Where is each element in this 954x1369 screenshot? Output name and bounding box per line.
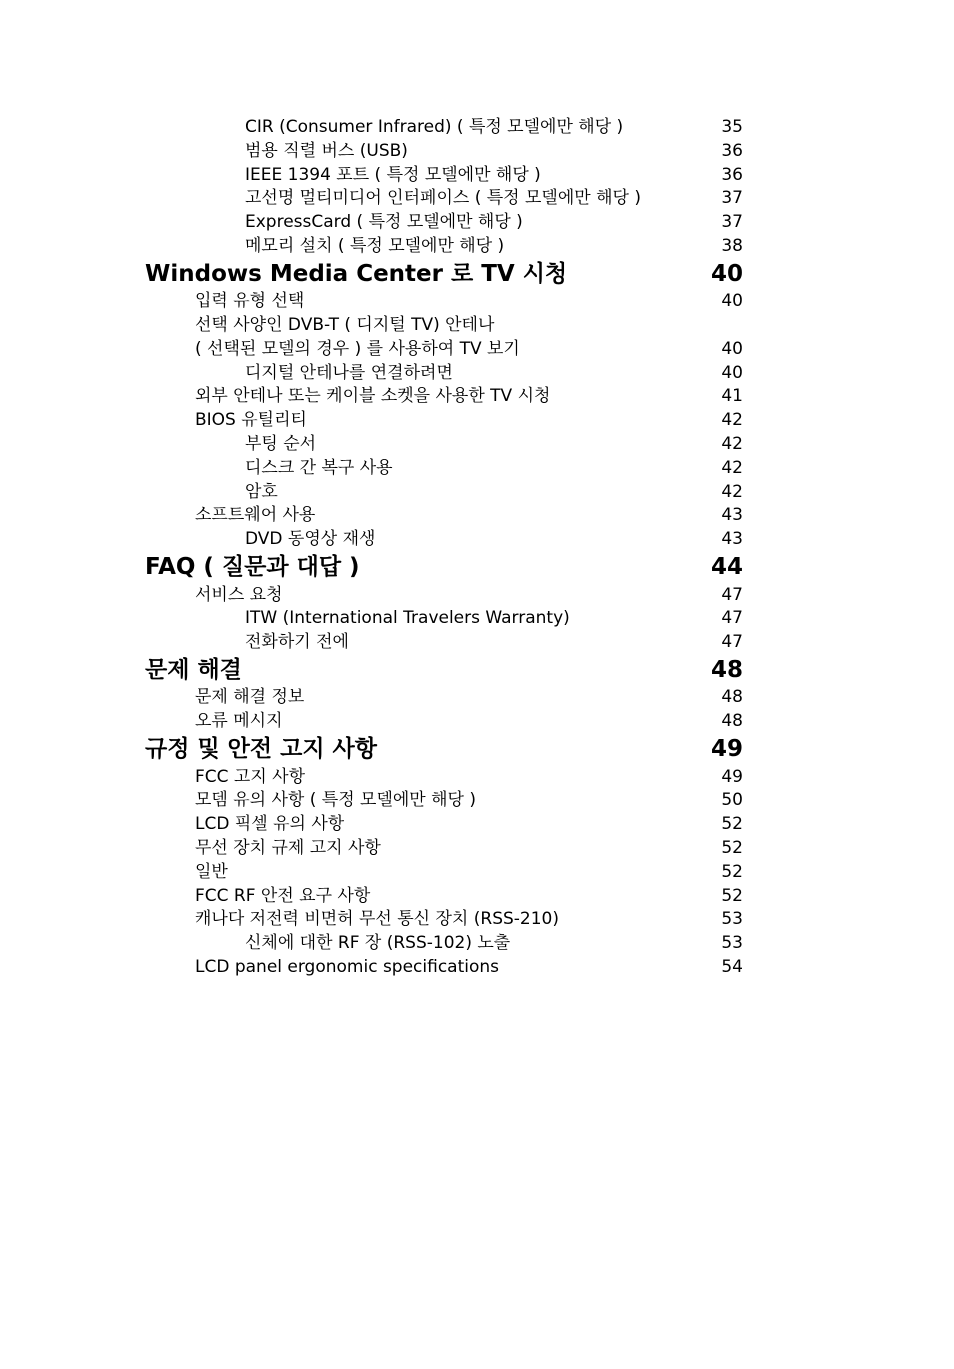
toc-entry-title: IEEE 1394 포트 ( 특정 모델에만 해당 ) <box>245 164 541 185</box>
toc-entry-title: 부팅 순서 <box>245 434 317 455</box>
toc-section-entry[interactable] <box>0 813 954 837</box>
toc-section-entry[interactable] <box>0 908 954 932</box>
toc-entry-page-number: 47 <box>721 632 743 653</box>
toc-entry-page-number: 52 <box>721 885 743 906</box>
toc-section-entry[interactable] <box>0 385 954 409</box>
toc-chapter-entry[interactable] <box>0 259 954 291</box>
toc-subsection-entry[interactable] <box>0 528 954 552</box>
toc-entry-page-number: 40 <box>721 338 743 359</box>
toc-chapter-entry[interactable] <box>0 734 954 766</box>
toc-subsection-entry[interactable] <box>0 362 954 386</box>
toc-entry-title: 메모리 설치 ( 특정 모델에만 해당 ) <box>245 235 505 256</box>
toc-entry-title: 고선명 멀티미디어 인터페이스 ( 특정 모델에만 해당 ) <box>245 188 641 209</box>
toc-section-entry[interactable] <box>0 885 954 909</box>
toc-section-entry[interactable] <box>0 290 954 314</box>
toc-section-entry[interactable] <box>0 837 954 861</box>
toc-entry-title: 캐나다 저전력 비면허 무선 통신 장치 (RSS-210) <box>195 909 559 930</box>
toc-entry-page-number: 53 <box>721 933 743 954</box>
toc-subsection-entry[interactable] <box>0 140 954 164</box>
toc-entry-title: 범용 직렬 버스 (USB) <box>245 140 408 161</box>
toc-entry-title: 디지털 안테나를 연결하려면 <box>245 362 453 383</box>
toc-entry-title: FCC RF 안전 요구 사항 <box>195 885 371 906</box>
toc-entry-title: FCC 고지 사항 <box>195 766 306 787</box>
toc-entry-page-number: 42 <box>721 481 743 502</box>
table-of-contents <box>0 116 954 980</box>
toc-entry-page-number: 48 <box>710 656 743 683</box>
toc-entry-page-number: 48 <box>721 711 743 732</box>
toc-entry-page-number: 40 <box>721 362 743 383</box>
toc-section-entry[interactable] <box>0 504 954 528</box>
toc-subsection-entry[interactable] <box>0 116 954 140</box>
toc-entry-title: BIOS 유틸리티 <box>195 410 307 431</box>
toc-entry-page-number: 49 <box>710 736 743 763</box>
toc-entry-title: 모뎀 유의 사항 ( 특정 모델에만 해당 ) <box>195 790 476 811</box>
toc-entry-page-number: 37 <box>721 212 743 233</box>
toc-entry-title: 암호 <box>245 481 278 502</box>
toc-entry-title: 무선 장치 규제 고지 사항 <box>195 837 381 858</box>
toc-section-entry[interactable] <box>0 710 954 734</box>
toc-entry-page-number: 43 <box>721 505 743 526</box>
toc-entry-title: DVD 동영상 재생 <box>245 529 376 550</box>
toc-subsection-entry[interactable] <box>0 932 954 956</box>
toc-entry-page-number: 36 <box>721 164 743 185</box>
toc-chapter-entry[interactable] <box>0 552 954 584</box>
toc-section-entry[interactable] <box>0 861 954 885</box>
toc-entry-title: 일반 <box>195 861 228 882</box>
toc-subsection-entry[interactable] <box>0 607 954 631</box>
toc-entry-page-number: 40 <box>721 291 743 312</box>
toc-entry-page-number: 42 <box>721 457 743 478</box>
toc-entry-page-number: 53 <box>721 909 743 930</box>
toc-subsection-entry[interactable] <box>0 187 954 211</box>
toc-entry-title: Windows Media Center 로 TV 시청 <box>145 260 568 287</box>
toc-entry-title: LCD panel ergonomic specifications <box>195 956 500 977</box>
toc-entry-title: 규정 및 안전 고지 사항 <box>145 736 377 763</box>
toc-subsection-entry[interactable] <box>0 235 954 259</box>
toc-entry-title: ITW (International Travelers Warranty) <box>245 608 570 629</box>
toc-entry-page-number: 37 <box>721 188 743 209</box>
toc-section-entry[interactable] <box>0 789 954 813</box>
toc-entry-page-number: 38 <box>721 235 743 256</box>
toc-entry-title: LCD 픽셀 유의 사항 <box>195 814 345 835</box>
toc-entry-page-number: 35 <box>721 117 743 137</box>
toc-subsection-entry[interactable] <box>0 631 954 655</box>
toc-entry-page-number: 47 <box>721 608 743 629</box>
toc-entry-title: 신체에 대한 RF 장 (RSS-102) 노출 <box>245 933 511 954</box>
toc-entry-title: ExpressCard ( 특정 모델에만 해당 ) <box>245 212 523 233</box>
toc-entry-title: 문제 해결 정보 <box>195 687 305 708</box>
toc-entry-page-number: 50 <box>721 790 743 811</box>
toc-entry-title: 전화하기 전에 <box>245 632 349 653</box>
toc-entry-title: 소프트웨어 사용 <box>195 505 316 526</box>
toc-subsection-entry[interactable] <box>0 481 954 505</box>
toc-entry-title: 문제 해결 <box>145 656 242 683</box>
toc-subsection-entry[interactable] <box>0 164 954 188</box>
toc-entry-title: 디스크 간 복구 사용 <box>245 457 393 478</box>
toc-entry-title: CIR (Consumer Infrared) ( 특정 모델에만 해당 ) <box>245 117 624 137</box>
toc-section-entry[interactable] <box>0 956 954 980</box>
toc-section-entry[interactable] <box>0 338 954 362</box>
toc-section-entry[interactable] <box>0 584 954 608</box>
toc-subsection-entry[interactable] <box>0 433 954 457</box>
toc-entry-title: FAQ ( 질문과 대답 ) <box>145 554 360 581</box>
toc-subsection-entry[interactable] <box>0 457 954 481</box>
toc-section-entry[interactable] <box>0 766 954 790</box>
toc-entry-page-number: 40 <box>710 260 743 287</box>
toc-entry-title: 선택 사양인 DVB-T ( 디지털 TV) 안테나 <box>195 315 495 336</box>
toc-section-entry[interactable] <box>0 314 954 338</box>
toc-section-entry[interactable] <box>0 686 954 710</box>
toc-entry-title: 오류 메시지 <box>195 711 283 732</box>
toc-entry-title: ( 선택된 모델의 경우 ) 를 사용하여 TV 보기 <box>195 338 520 359</box>
toc-entry-page-number: 44 <box>710 554 743 581</box>
toc-entry-page-number: 52 <box>721 837 743 858</box>
toc-entry-page-number: 43 <box>721 529 743 550</box>
toc-subsection-entry[interactable] <box>0 211 954 235</box>
toc-section-entry[interactable] <box>0 409 954 433</box>
toc-entry-page-number: 47 <box>721 584 743 605</box>
toc-entry-page-number: 52 <box>721 861 743 882</box>
toc-entry-page-number: 52 <box>721 814 743 835</box>
toc-entry-page-number: 49 <box>721 766 743 787</box>
toc-entry-title: 입력 유형 선택 <box>195 291 305 312</box>
toc-entry-page-number: 54 <box>721 956 743 977</box>
toc-entry-page-number: 36 <box>721 140 743 161</box>
toc-chapter-entry[interactable] <box>0 655 954 687</box>
toc-entry-title: 외부 안테나 또는 케이블 소켓을 사용한 TV 시청 <box>195 386 551 407</box>
toc-entry-page-number: 48 <box>721 687 743 708</box>
toc-entry-page-number: 42 <box>721 410 743 431</box>
toc-entry-page-number: 42 <box>721 434 743 455</box>
toc-entry-page-number: 41 <box>721 386 743 407</box>
toc-entry-title: 서비스 요청 <box>195 584 283 605</box>
